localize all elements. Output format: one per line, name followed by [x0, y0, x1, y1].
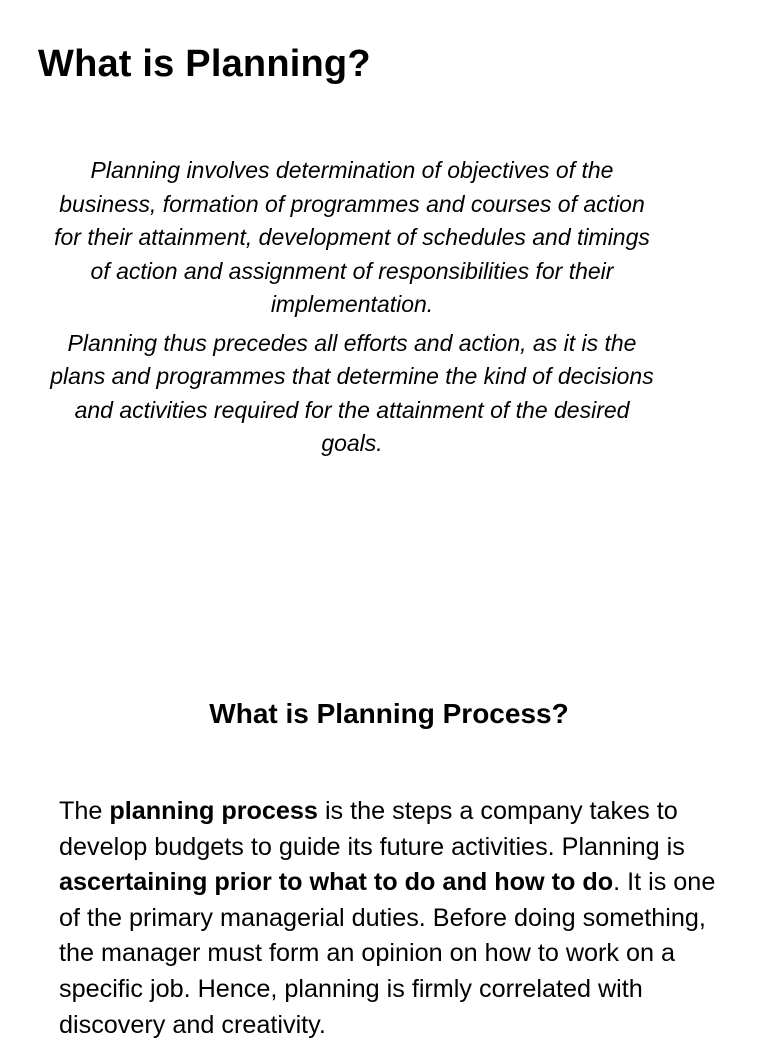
section-heading: What is Planning Process?	[209, 698, 569, 729]
body-bold-definition: ascertaining prior to what to do and how to do	[59, 868, 614, 897]
definition-paragraph-2: Planning thus precedes all efforts and action, as it is the plans and programmes that determine the kind of decisions and activities required for the attainment of the desired goals.	[50, 329, 654, 456]
page-title: What is Planning?	[38, 43, 371, 85]
body-bold-term-planning-process: planning process	[109, 797, 318, 825]
body-text-part-1: The	[59, 797, 110, 825]
definition-paragraph-1: Planning involves determination of objectives of the business, formation of programmes and courses of action for their attainment, development of schedules and timings of action and assignment of responsibilities for their implementation.	[54, 157, 650, 317]
body-text-part-3: . It is one of the primary managerial duties. Before doing something, the manager must form an opinion on how to work on a specific job. Hence, planning is firmly correlated with discovery and creativity.	[59, 868, 716, 1039]
definition-block	[46, 154, 658, 461]
body-text-part-2: is the steps a company takes to develop budgets to guide its future activities. Planning is	[59, 797, 685, 861]
section-body-paragraph	[59, 794, 739, 1043]
